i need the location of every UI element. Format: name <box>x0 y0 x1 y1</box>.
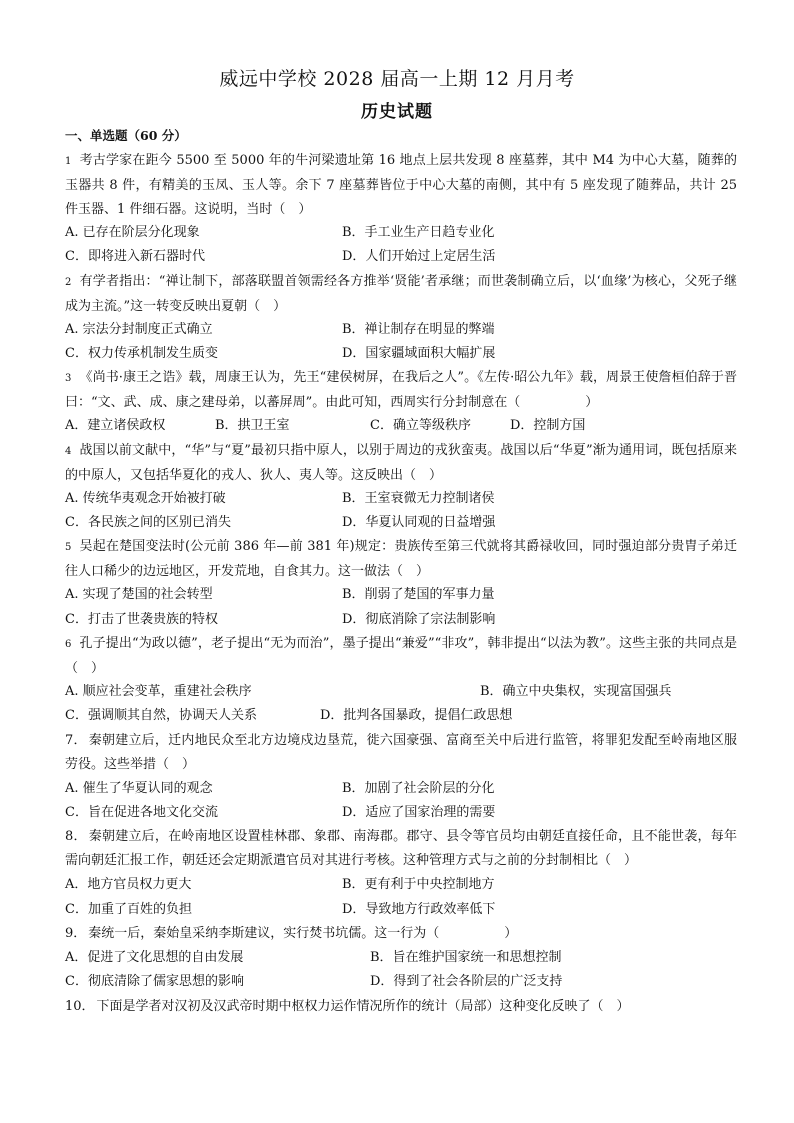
question-text: 战国以前文献中，“华”与“夏”最初只指中原人，以别于周边的戎狄蛮夷。战国以后“华夏”渐为通用词，既包括原来的中原人，又包括华夏化的戎人、狄人、夷人等。这反映出（ ） <box>65 443 737 484</box>
question-text: 孔子提出“为政以德”，老子提出“无为而治”，墨子提出“兼爱”“非攻”，韩非提出“以法为教”。这些主张的共同点是（ ） <box>65 636 737 677</box>
question-7-option-b[interactable]: B．加剧了社会阶层的分化 <box>342 781 495 796</box>
question-1-stem <box>65 149 737 223</box>
question-9-option-b[interactable]: B．旨在维护国家统一和思想控制 <box>370 950 562 965</box>
exam-subtitle: 历史试题 <box>361 102 433 122</box>
question-8-option-a[interactable]: A．地方官员权力更大 <box>65 877 192 892</box>
question-text: 考古学家在距今 5500 至 5000 年的牛河梁遗址第 16 地点上层共发现 8 座墓葬，其中 M4 为中心大墓，随葬的玉器共 8 件，有精美的玉凤、玉人等。余下 7 座墓葬皆位于中心大墓的南侧，其中有 5 座发现了随葬品，共计 25 件玉器、1 件细石器。这说明，当时（ ） <box>65 153 737 218</box>
question-text: 《尚书·康王之诰》载，周康王认为，先王“建侯树屏，在我后之人”。《左传·昭公九年》载，周景王使詹桓伯辞于晋曰：“文、武、成、康之建母弟，以蕃屏周”。由此可知，西周实行分封制意在（ ） <box>65 370 737 411</box>
question-9-stem <box>65 922 737 946</box>
question-6-stem <box>65 632 737 681</box>
question-number: 1 <box>65 156 72 167</box>
question-number: 4 <box>65 446 72 457</box>
question-6-option-c[interactable]: C．强调顺其自然，协调天人关系 <box>65 708 257 723</box>
question-6-option-d[interactable]: D．批判各国暴政，提倡仁政思想 <box>320 708 513 723</box>
question-text: 有学者指出：“禅让制下，部落联盟首领需经各方推举‘贤能’者承继；而世袭制确立后，以‘血缘’为核心，父死子继成为主流。”这一转变反映出夏朝（ ） <box>65 274 737 315</box>
question-4-option-d[interactable]: D．华夏认同观的日益增强 <box>342 515 496 530</box>
question-5-option-b[interactable]: B．削弱了楚国的军事力量 <box>342 587 495 602</box>
question-5-option-d[interactable]: D．彻底消除了宗法制影响 <box>342 612 496 627</box>
question-1-option-b[interactable]: B．手工业生产日趋专业化 <box>342 225 495 240</box>
question-9-option-d[interactable]: D．得到了社会各阶层的广泛支持 <box>370 974 563 989</box>
question-number: 2 <box>65 277 72 288</box>
question-3-option-c[interactable]: C．确立等级秩序 <box>370 418 471 433</box>
question-1-option-c[interactable]: C．即将进入新石器时代 <box>65 249 205 264</box>
question-number: 3 <box>65 373 72 384</box>
question-number: 6 <box>65 639 72 650</box>
question-number: 7． <box>65 733 87 748</box>
question-number: 9． <box>65 926 87 941</box>
question-2-option-b[interactable]: B．禅让制存在明显的弊端 <box>342 322 495 337</box>
question-7-option-d[interactable]: D．适应了国家治理的需要 <box>342 805 496 820</box>
exam-title: 威远中学校 2028 届高一上期 12 月月考 <box>219 68 575 90</box>
question-3-option-b[interactable]: B．拱卫王室 <box>215 418 290 433</box>
question-1-option-a[interactable]: A. 已存在阶层分化现象 <box>65 225 200 240</box>
question-3-stem <box>65 366 737 415</box>
question-9-option-a[interactable]: A．促进了文化思想的自由发展 <box>65 950 244 965</box>
question-5-option-a[interactable]: A. 实现了楚国的社会转型 <box>65 587 213 602</box>
question-1-option-d[interactable]: D．人们开始过上定居生活 <box>342 249 496 264</box>
question-3-option-d[interactable]: D．控制方国 <box>510 418 586 433</box>
question-number: 10． <box>65 999 95 1014</box>
question-number: 5 <box>65 542 72 553</box>
question-4-option-b[interactable]: B．王室衰微无力控制诸侯 <box>342 491 495 506</box>
question-text: 秦朝建立后，迁内地民众至北方边境戍边垦荒，徙六国豪强、富商至关中后进行监管，将罪犯发配至岭南地区服劳役。这些举措（ ） <box>65 733 737 773</box>
question-text: 秦统一后，秦始皇采纳李斯建议，实行焚书坑儒。这一行为（ ） <box>88 926 518 941</box>
question-text: 下面是学者对汉初及汉武帝时期中枢权力运作情况所作的统计（局部）这种变化反映了（ ） <box>96 999 630 1014</box>
question-4-option-a[interactable]: A. 传统华夷观念开始被打破 <box>65 491 226 506</box>
question-10-stem <box>65 995 737 1019</box>
question-7-option-a[interactable]: A. 催生了华夏认同的观念 <box>65 781 213 796</box>
question-8-option-c[interactable]: C．加重了百姓的负担 <box>65 902 192 917</box>
question-6-option-a[interactable]: A. 顺应社会变革，重建社会秩序 <box>65 684 252 699</box>
question-8-option-d[interactable]: D．导致地方行政效率低下 <box>342 902 496 917</box>
question-2-stem <box>65 270 737 319</box>
question-2-option-d[interactable]: D．国家疆域面积大幅扩展 <box>342 346 496 361</box>
question-3-option-a[interactable]: A．建立诸侯政权 <box>65 418 166 433</box>
section-heading: 一、单选题（60 分） <box>65 128 187 143</box>
question-6-option-b[interactable]: B．确立中央集权，实现富国强兵 <box>480 684 672 699</box>
question-2-option-a[interactable]: A. 宗法分封制度正式确立 <box>65 322 213 337</box>
question-8-option-b[interactable]: B．更有利于中央控制地方 <box>342 877 495 892</box>
question-2-option-c[interactable]: C．权力传承机制发生质变 <box>65 346 218 361</box>
question-5-stem <box>65 535 737 584</box>
question-4-option-c[interactable]: C．各民族之间的区别已消失 <box>65 515 231 530</box>
question-5-option-c[interactable]: C．打击了世袭贵族的特权 <box>65 612 218 627</box>
question-number: 8． <box>65 829 87 844</box>
question-7-stem <box>65 729 737 777</box>
question-7-option-c[interactable]: C．旨在促进各地文化交流 <box>65 805 218 820</box>
question-4-stem <box>65 439 737 488</box>
question-8-stem <box>65 825 737 873</box>
question-text: 吴起在楚国变法时(公元前 386 年—前 381 年)规定：贵族传至第三代就将其爵禄收回，同时强迫部分贵胄子弟迁往人口稀少的边远地区，开发荒地，自食其力。这一做法（ ） <box>65 539 737 580</box>
question-9-option-c[interactable]: C．彻底清除了儒家思想的影响 <box>65 974 244 989</box>
question-text: 秦朝建立后，在岭南地区设置桂林郡、象郡、南海郡。郡守、县令等官员均由朝廷直接任命，且不能世袭，每年需向朝廷汇报工作，朝廷还会定期派遣官员对其进行考核。这种管理方式与之前的分封制相比（ ） <box>65 829 737 869</box>
